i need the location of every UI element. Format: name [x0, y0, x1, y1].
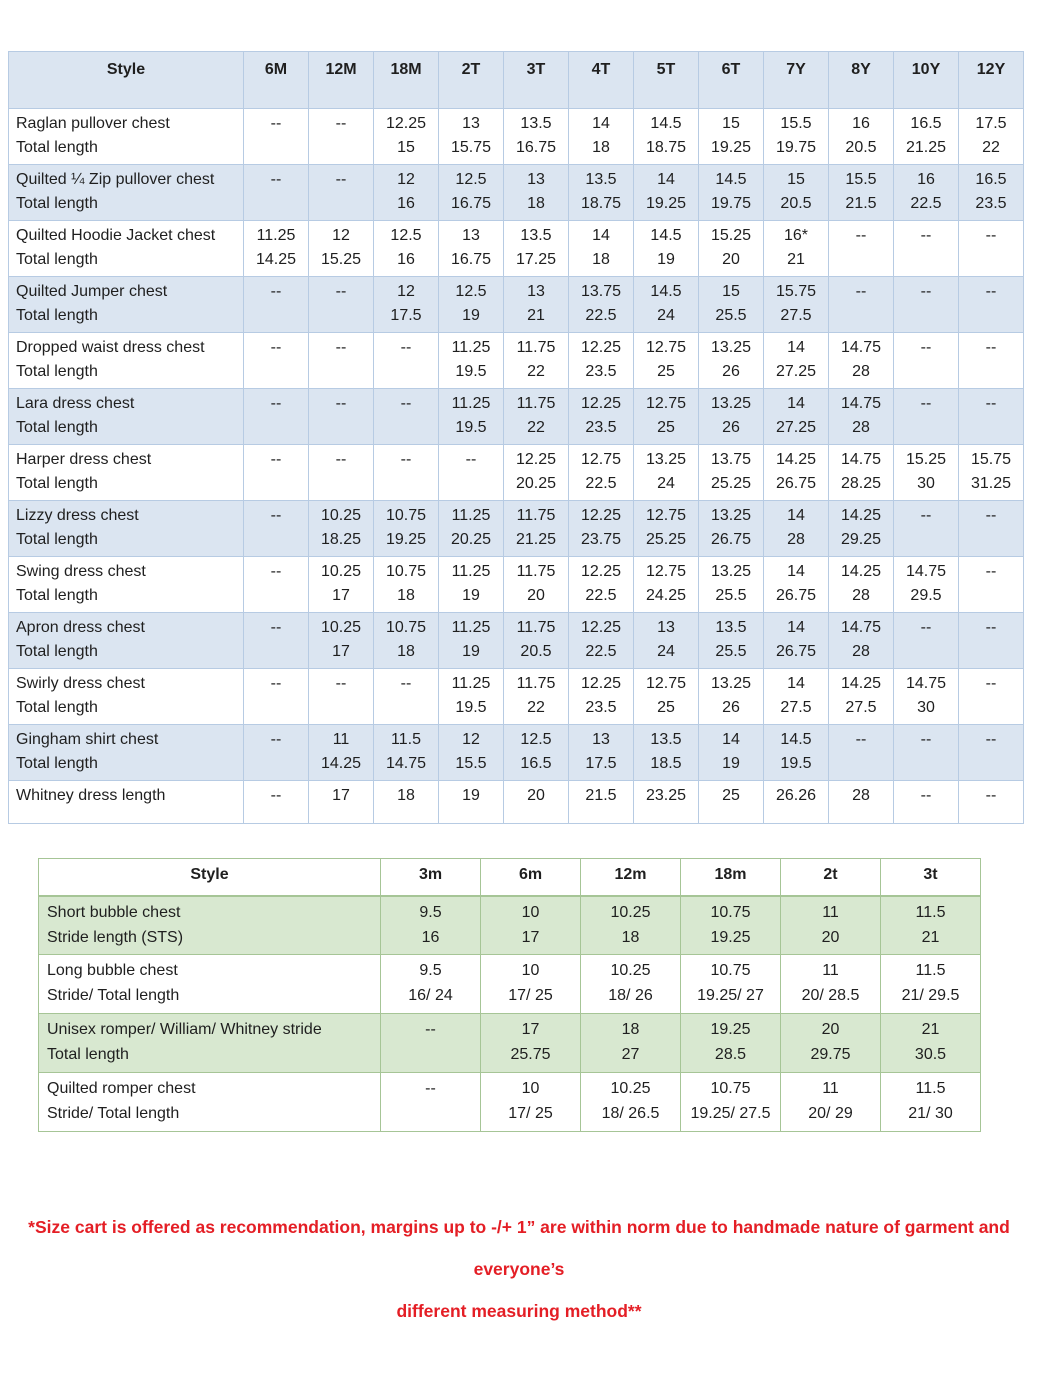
size-cell: 14.75 28 — [829, 389, 894, 445]
table-row — [9, 445, 1024, 501]
size-cell: 11.5 14.75 — [374, 725, 439, 781]
size-cell: 11 20 — [781, 896, 881, 955]
size-column-header: 3m — [381, 859, 481, 896]
size-cell: 11 20/ 28.5 — [781, 955, 881, 1014]
size-cell: 14 28 — [764, 501, 829, 557]
size-cell: 12.75 25 — [634, 389, 699, 445]
size-cell: 13.5 18.75 — [569, 165, 634, 221]
size-cell: -- — [244, 109, 309, 165]
size-cell: 9.5 16 — [381, 896, 481, 955]
size-column-header: 12M — [309, 52, 374, 109]
size-cell: 11.75 20 — [504, 557, 569, 613]
size-cell: 10.25 17 — [309, 557, 374, 613]
size-disclaimer-line2: different measuring method** — [396, 1301, 642, 1321]
size-cell: 14.75 29.5 — [894, 557, 959, 613]
size-cell: 15 19.25 — [699, 109, 764, 165]
size-cell: 14.25 27.5 — [829, 669, 894, 725]
size-column-header: 18m — [681, 859, 781, 896]
size-cell: 14 27.5 — [764, 669, 829, 725]
table-row — [9, 165, 1024, 221]
size-cell: -- — [959, 781, 1024, 824]
size-column-header: 7Y — [764, 52, 829, 109]
size-column-header: 4T — [569, 52, 634, 109]
size-cell: 18 — [374, 781, 439, 824]
size-cell: 13.25 25.5 — [699, 557, 764, 613]
size-cell: -- — [244, 725, 309, 781]
size-cell: 12.75 25.25 — [634, 501, 699, 557]
size-cell: -- — [959, 333, 1024, 389]
size-cell: 13.5 16.75 — [504, 109, 569, 165]
size-cell: 14.25 26.75 — [764, 445, 829, 501]
size-cell: 15.75 31.25 — [959, 445, 1024, 501]
size-cell: -- — [894, 333, 959, 389]
size-cell: -- — [309, 109, 374, 165]
size-cell: 13.75 22.5 — [569, 277, 634, 333]
size-cell: -- — [959, 725, 1024, 781]
size-cell: 15.75 27.5 — [764, 277, 829, 333]
size-cell: 28 — [829, 781, 894, 824]
size-cell: 13 17.5 — [569, 725, 634, 781]
size-cell: 11.25 19 — [439, 557, 504, 613]
size-cell: 14 26.75 — [764, 613, 829, 669]
size-cell: 14.5 19 — [634, 221, 699, 277]
size-column-header: 12m — [581, 859, 681, 896]
size-cell: 13.75 25.25 — [699, 445, 764, 501]
size-cell: 10.25 18.25 — [309, 501, 374, 557]
size-cell: 14.25 28 — [829, 557, 894, 613]
style-cell: Raglan pullover chest Total length — [9, 109, 244, 165]
size-cell: 14.75 28 — [829, 613, 894, 669]
size-cell: 10.75 19.25 — [374, 501, 439, 557]
size-cell: 14 27.25 — [764, 333, 829, 389]
size-column-header: 2T — [439, 52, 504, 109]
size-cell: -- — [959, 613, 1024, 669]
size-cell: 11.25 19 — [439, 613, 504, 669]
table-row — [39, 1014, 981, 1073]
size-cell: -- — [959, 669, 1024, 725]
size-cell: 12.25 23.75 — [569, 501, 634, 557]
style-cell: Lara dress chest Total length — [9, 389, 244, 445]
size-cell: 18 27 — [581, 1014, 681, 1073]
size-cell: -- — [309, 669, 374, 725]
size-cell: 12.75 24.25 — [634, 557, 699, 613]
size-cell: 12.25 15 — [374, 109, 439, 165]
size-cell: 14 19.25 — [634, 165, 699, 221]
size-cell: 20 — [504, 781, 569, 824]
size-column-header: 18M — [374, 52, 439, 109]
size-cell: 11.5 21 — [881, 896, 981, 955]
size-cell: 11.75 22 — [504, 669, 569, 725]
size-cell: -- — [894, 221, 959, 277]
size-cell: 14.5 18.75 — [634, 109, 699, 165]
size-cell: 11.25 19.5 — [439, 333, 504, 389]
size-cell: 12 16 — [374, 165, 439, 221]
table-row — [9, 221, 1024, 277]
style-cell: Long bubble chest Stride/ Total length — [39, 955, 381, 1014]
size-cell: 14.5 24 — [634, 277, 699, 333]
size-cell: -- — [829, 221, 894, 277]
size-cell: -- — [244, 389, 309, 445]
size-cell: 15.25 30 — [894, 445, 959, 501]
size-cell: 17 25.75 — [481, 1014, 581, 1073]
size-cell: 10.75 19.25/ 27 — [681, 955, 781, 1014]
size-cell: 12.5 16 — [374, 221, 439, 277]
style-cell: Quilted Jumper chest Total length — [9, 277, 244, 333]
size-disclaimer-line1: *Size cart is offered as recommendation, margins up to -/+ 1” are within norm due to handmade nature of garment and everyone’s — [28, 1217, 1010, 1279]
size-cell: -- — [894, 725, 959, 781]
size-cell: 13.5 17.25 — [504, 221, 569, 277]
table-row — [9, 333, 1024, 389]
table-row — [9, 389, 1024, 445]
size-cell: 13.25 26 — [699, 669, 764, 725]
youth-size-table — [8, 51, 1024, 824]
style-cell: Swirly dress chest Total length — [9, 669, 244, 725]
size-cell: -- — [244, 557, 309, 613]
size-cell: -- — [381, 1014, 481, 1073]
size-cell: 10 17/ 25 — [481, 955, 581, 1014]
size-cell: 16 20.5 — [829, 109, 894, 165]
size-cell: 13.5 18.5 — [634, 725, 699, 781]
size-cell: -- — [244, 669, 309, 725]
size-cell: 13 16.75 — [439, 221, 504, 277]
size-column-header: 10Y — [894, 52, 959, 109]
size-cell: -- — [959, 221, 1024, 277]
size-cell: 14 27.25 — [764, 389, 829, 445]
size-column-header: 3t — [881, 859, 981, 896]
size-cell: 13.25 24 — [634, 445, 699, 501]
size-column-header: 2t — [781, 859, 881, 896]
size-cell: 11.25 20.25 — [439, 501, 504, 557]
style-cell: Gingham shirt chest Total length — [9, 725, 244, 781]
table-row — [9, 669, 1024, 725]
size-cell: 15.25 20 — [699, 221, 764, 277]
size-cell: 12.75 22.5 — [569, 445, 634, 501]
size-column-header: 3T — [504, 52, 569, 109]
size-cell: 10.25 17 — [309, 613, 374, 669]
size-cell: 21.5 — [569, 781, 634, 824]
size-cell: 23.25 — [634, 781, 699, 824]
size-cell: 13.25 26 — [699, 389, 764, 445]
size-cell: -- — [244, 165, 309, 221]
size-disclaimer — [0, 1206, 1038, 1332]
size-cell: 25 — [699, 781, 764, 824]
table-row — [39, 1073, 981, 1132]
size-cell: 11.5 21/ 30 — [881, 1073, 981, 1132]
size-cell: 21 30.5 — [881, 1014, 981, 1073]
size-cell: -- — [309, 389, 374, 445]
size-cell: 12.25 23.5 — [569, 669, 634, 725]
size-cell: -- — [959, 389, 1024, 445]
size-cell: 12.75 25 — [634, 333, 699, 389]
size-cell: 14.75 28.25 — [829, 445, 894, 501]
size-column-header: 5T — [634, 52, 699, 109]
size-cell: 16.5 23.5 — [959, 165, 1024, 221]
size-cell: 13 15.75 — [439, 109, 504, 165]
size-cell: -- — [439, 445, 504, 501]
size-cell: 26.26 — [764, 781, 829, 824]
table-row — [9, 725, 1024, 781]
style-cell: Unisex romper/ William/ Whitney stride Total length — [39, 1014, 381, 1073]
size-cell: 14.75 28 — [829, 333, 894, 389]
size-cell: 13 24 — [634, 613, 699, 669]
size-column-header: 6T — [699, 52, 764, 109]
size-cell: -- — [309, 445, 374, 501]
size-cell: 13 21 — [504, 277, 569, 333]
size-cell: -- — [244, 501, 309, 557]
size-cell: 16* 21 — [764, 221, 829, 277]
size-cell: 12.25 23.5 — [569, 333, 634, 389]
size-cell: 13.5 25.5 — [699, 613, 764, 669]
header-row — [39, 859, 981, 896]
size-cell: 14.5 19.75 — [699, 165, 764, 221]
style-cell: Short bubble chest Stride length (STS) — [39, 896, 381, 955]
size-cell: 13.25 26.75 — [699, 501, 764, 557]
size-cell: 12.25 23.5 — [569, 389, 634, 445]
size-cell: 9.5 16/ 24 — [381, 955, 481, 1014]
size-cell: 17 — [309, 781, 374, 824]
size-cell: -- — [894, 501, 959, 557]
size-cell: 11 14.25 — [309, 725, 374, 781]
table-row — [39, 896, 981, 955]
size-cell: 14.5 19.5 — [764, 725, 829, 781]
size-column-header: 6M — [244, 52, 309, 109]
size-cell: -- — [374, 669, 439, 725]
size-cell: 11.25 19.5 — [439, 389, 504, 445]
size-cell: -- — [244, 445, 309, 501]
size-cell: 15 25.5 — [699, 277, 764, 333]
size-cell: 10.25 18/ 26 — [581, 955, 681, 1014]
size-cell: 14.25 29.25 — [829, 501, 894, 557]
size-cell: 10.75 19.25 — [681, 896, 781, 955]
size-cell: 20 29.75 — [781, 1014, 881, 1073]
size-cell: 10.25 18/ 26.5 — [581, 1073, 681, 1132]
size-cell: 12.5 19 — [439, 277, 504, 333]
size-cell: -- — [381, 1073, 481, 1132]
table-row — [9, 501, 1024, 557]
size-cell: 14 19 — [699, 725, 764, 781]
size-cell: 11.5 21/ 29.5 — [881, 955, 981, 1014]
size-cell: 12.75 25 — [634, 669, 699, 725]
size-cell: 19 — [439, 781, 504, 824]
size-cell: -- — [374, 389, 439, 445]
style-cell: Quilted Hoodie Jacket chest Total length — [9, 221, 244, 277]
style-cell: Swing dress chest Total length — [9, 557, 244, 613]
size-cell: -- — [309, 165, 374, 221]
size-cell: -- — [894, 613, 959, 669]
size-cell: 14 18 — [569, 109, 634, 165]
baby-size-table — [38, 858, 981, 1132]
size-cell: -- — [829, 277, 894, 333]
size-cell: -- — [244, 333, 309, 389]
size-cell: -- — [374, 445, 439, 501]
size-cell: -- — [309, 333, 374, 389]
size-cell: 12 15.25 — [309, 221, 374, 277]
table-row — [39, 955, 981, 1014]
style-cell: Quilted ¼ Zip pullover chest Total length — [9, 165, 244, 221]
size-cell: 14 18 — [569, 221, 634, 277]
table-row — [9, 613, 1024, 669]
size-cell: 14.75 30 — [894, 669, 959, 725]
style-cell: Lizzy dress chest Total length — [9, 501, 244, 557]
table-row — [9, 557, 1024, 613]
table-row — [9, 277, 1024, 333]
size-cell: 12 15.5 — [439, 725, 504, 781]
header-row — [9, 52, 1024, 109]
size-cell: 11.75 20.5 — [504, 613, 569, 669]
size-chart-page — [0, 51, 1038, 1398]
style-cell: Whitney dress length — [9, 781, 244, 824]
size-cell: 13 18 — [504, 165, 569, 221]
style-column-header: Style — [39, 859, 381, 896]
size-cell: 12.25 22.5 — [569, 613, 634, 669]
size-cell: 10.25 18 — [581, 896, 681, 955]
size-cell: -- — [894, 781, 959, 824]
size-cell: 19.25 28.5 — [681, 1014, 781, 1073]
size-cell: 10 17/ 25 — [481, 1073, 581, 1132]
size-cell: 17.5 22 — [959, 109, 1024, 165]
style-cell: Harper dress chest Total length — [9, 445, 244, 501]
size-cell: -- — [829, 725, 894, 781]
table-row — [9, 781, 1024, 824]
size-cell: -- — [244, 781, 309, 824]
size-column-header: 12Y — [959, 52, 1024, 109]
size-cell: 15.5 19.75 — [764, 109, 829, 165]
size-cell: -- — [244, 277, 309, 333]
size-cell: 14 26.75 — [764, 557, 829, 613]
size-cell: 10 17 — [481, 896, 581, 955]
size-cell: 11.25 19.5 — [439, 669, 504, 725]
size-column-header: 8Y — [829, 52, 894, 109]
size-cell: 12.5 16.5 — [504, 725, 569, 781]
size-cell: 16.5 21.25 — [894, 109, 959, 165]
size-cell: 12.25 20.25 — [504, 445, 569, 501]
size-cell: 10.75 19.25/ 27.5 — [681, 1073, 781, 1132]
size-column-header: 6m — [481, 859, 581, 896]
size-cell: -- — [959, 501, 1024, 557]
size-cell: -- — [244, 613, 309, 669]
size-cell: 12.5 16.75 — [439, 165, 504, 221]
size-cell: -- — [894, 277, 959, 333]
size-cell: 15 20.5 — [764, 165, 829, 221]
size-cell: 11 20/ 29 — [781, 1073, 881, 1132]
style-column-header: Style — [9, 52, 244, 109]
size-cell: 10.75 18 — [374, 613, 439, 669]
style-cell: Apron dress chest Total length — [9, 613, 244, 669]
size-cell: 13.25 26 — [699, 333, 764, 389]
size-cell: -- — [959, 277, 1024, 333]
size-cell: -- — [374, 333, 439, 389]
size-cell: -- — [894, 389, 959, 445]
size-cell: 11.75 22 — [504, 389, 569, 445]
size-cell: -- — [959, 557, 1024, 613]
style-cell: Dropped waist dress chest Total length — [9, 333, 244, 389]
size-cell: 15.5 21.5 — [829, 165, 894, 221]
style-cell: Quilted romper chest Stride/ Total length — [39, 1073, 381, 1132]
size-cell: 11.75 21.25 — [504, 501, 569, 557]
size-cell: -- — [309, 277, 374, 333]
size-cell: 11.25 14.25 — [244, 221, 309, 277]
size-cell: 12.25 22.5 — [569, 557, 634, 613]
table-row — [9, 109, 1024, 165]
size-cell: 16 22.5 — [894, 165, 959, 221]
size-cell: 12 17.5 — [374, 277, 439, 333]
size-cell: 10.75 18 — [374, 557, 439, 613]
size-cell: 11.75 22 — [504, 333, 569, 389]
